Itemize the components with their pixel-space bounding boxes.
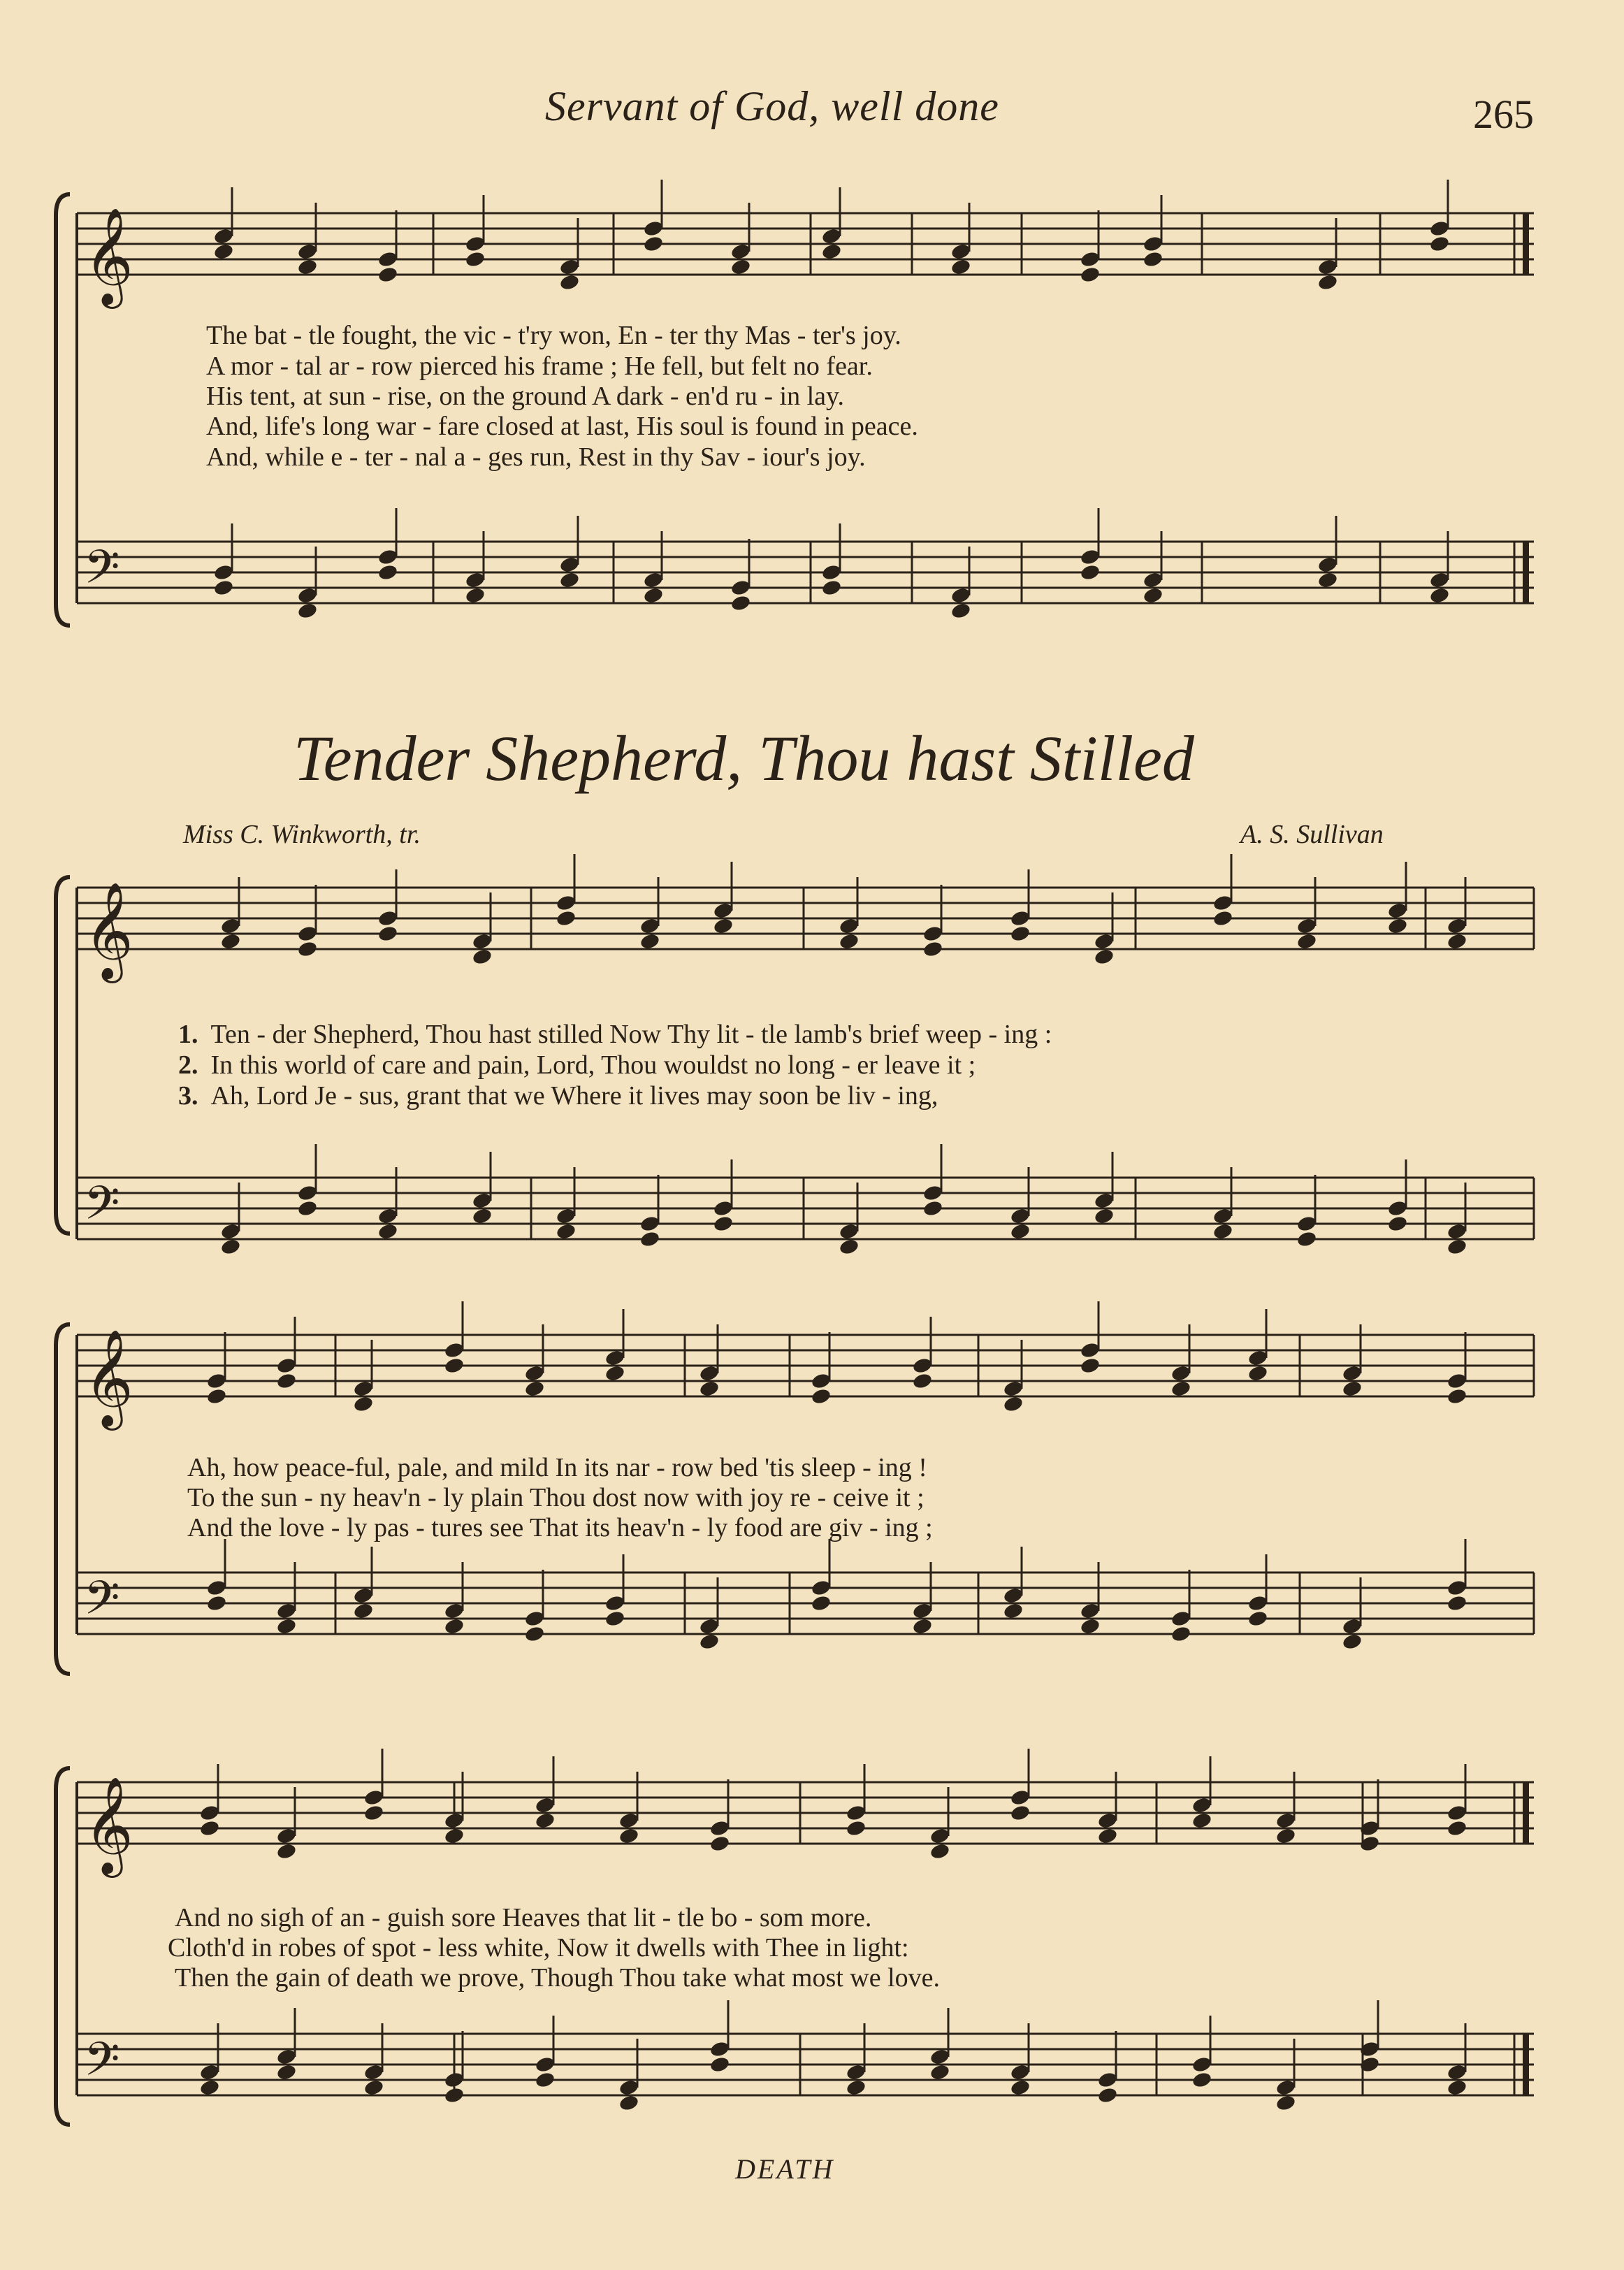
system-1-bass-notehead — [1080, 563, 1101, 581]
system-2-treble-clef-icon: 𝄞 — [84, 882, 133, 979]
system-4-bass-notehead — [618, 2094, 640, 2112]
top-lyric-line-4: And, life's long war - fare closed at last, His soul is found in peace. — [206, 412, 918, 441]
system-1-bass-notehead — [821, 579, 843, 597]
system-3-treble-notehead — [1342, 1380, 1363, 1398]
system-1-brace — [56, 194, 70, 626]
system-4-bass-notehead — [444, 2086, 465, 2104]
system-1-treble-notehead — [950, 258, 972, 276]
system-2-treble-notehead — [1387, 917, 1409, 935]
system-4-bass-notehead — [1191, 2071, 1213, 2089]
system-3-treble-notehead — [912, 1372, 934, 1390]
verse-number: 1. — [178, 1020, 198, 1049]
system-1-bass-notehead — [1317, 571, 1339, 589]
verse-line-1 — [178, 1019, 1052, 1050]
system-1-treble-notehead — [1429, 235, 1451, 253]
system-1-treble-notehead — [821, 243, 843, 261]
system-2-treble-notehead — [713, 917, 734, 935]
system-4-bass-clef-icon: 𝄢 — [84, 2032, 120, 2097]
system-2-bass-notehead — [839, 1238, 860, 1256]
system-3-treble-notehead — [206, 1387, 228, 1405]
system-3-bass-notehead — [206, 1594, 228, 1612]
system-3-bass-notehead — [1247, 1610, 1269, 1628]
system-2-bass-notehead — [1010, 1222, 1031, 1241]
top-lyric-line-1: The bat - tle fought, the vic - t'ry won, En - ter thy Mas - ter's joy. — [206, 321, 901, 350]
system-2-brace — [56, 877, 70, 1234]
system-1-treble-clef-icon: 𝄞 — [84, 208, 133, 305]
system-1-bass-notehead — [730, 594, 752, 612]
system2-lyric-line-2: To the sun - ny heav'n - ly plain Thou dost now with joy re - ceive it ; — [187, 1483, 925, 1512]
system-3-bass-notehead — [444, 1617, 465, 1635]
verse-text: Ten - der Shepherd, Thou hast stilled Now Thy lit - tle lamb's brief weep - ing : — [210, 1020, 1052, 1049]
system-4-bass-notehead — [1275, 2094, 1297, 2112]
system-2-treble-notehead — [1447, 932, 1468, 950]
system-2-treble-notehead — [556, 909, 577, 927]
system-4-bass-notehead — [199, 2079, 221, 2097]
hymn-title: Tender Shepherd, Thou hast Stilled — [293, 723, 1194, 794]
system-2-treble-notehead — [1212, 909, 1234, 927]
system-2-bass-notehead — [639, 1230, 661, 1248]
system-4-treble-notehead — [846, 1819, 867, 1837]
system-4-treble-notehead — [929, 1842, 951, 1860]
system-3-treble-notehead — [1170, 1380, 1192, 1398]
system-1-bass-notehead — [465, 586, 486, 605]
verse-line-3 — [178, 1080, 938, 1111]
system-1-bass-notehead — [1429, 586, 1451, 605]
system-4-bass-final-thick — [1523, 2034, 1529, 2095]
system-2-bass-notehead — [1387, 1215, 1409, 1233]
system-4-treble-notehead — [1275, 1827, 1297, 1845]
system-2-treble-notehead — [639, 932, 661, 950]
system-3-treble-notehead — [524, 1380, 546, 1398]
system-2-treble-notehead — [377, 925, 399, 943]
system-4-treble-final-thick — [1523, 1782, 1529, 1844]
system-3-bass-notehead — [353, 1602, 375, 1620]
system-4-treble-notehead — [535, 1812, 556, 1830]
top-lyric-line-2: A mor - tal ar - row pierced his frame ; He fell, but felt no fear. — [206, 352, 873, 381]
system-1-bass-notehead — [559, 571, 581, 589]
system-4-treble-notehead — [1097, 1827, 1119, 1845]
system2-lyric-line-3: And the love - ly pas - tures see That its heav'n - ly food are giv - ing ; — [187, 1513, 933, 1542]
top-lyric-line-3: His tent, at sun - rise, on the ground A dark - en'd ru - in lay. — [206, 382, 845, 411]
system-2-treble-notehead — [839, 932, 860, 950]
system-2-treble-notehead — [922, 940, 944, 958]
system-3-bass-notehead — [524, 1625, 546, 1643]
system-2-treble-notehead — [1296, 932, 1318, 950]
system-2-bass-notehead — [297, 1199, 319, 1217]
system-3-bass-clef-icon: 𝄢 — [84, 1571, 120, 1636]
system-4-bass-notehead — [929, 2063, 951, 2081]
system2-lyric-line-1: Ah, how peace-ful, pale, and mild In its nar - row bed 'tis sleep - ing ! — [187, 1453, 927, 1482]
system-2-bass-notehead — [1296, 1230, 1318, 1248]
system-2-bass-notehead — [472, 1207, 493, 1225]
system-2-bass-notehead — [713, 1215, 734, 1233]
system-3-treble-notehead — [699, 1380, 720, 1398]
verse-number: 2. — [178, 1050, 198, 1080]
system-2-bass-notehead — [377, 1222, 399, 1241]
system-2-bass-notehead — [1212, 1222, 1234, 1241]
system-3-bass-notehead — [912, 1617, 934, 1635]
system-3-treble-notehead — [444, 1357, 465, 1375]
system-3-treble-notehead — [811, 1387, 832, 1405]
verse-text: Ah, Lord Je - sus, grant that we Where it lives may soon be liv - ing, — [210, 1081, 938, 1111]
system-1-treble-notehead — [1143, 250, 1164, 268]
system-1-treble-notehead — [1080, 266, 1101, 284]
verse-number: 3. — [178, 1081, 198, 1111]
system-4-brace — [56, 1768, 70, 2125]
system-3-bass-notehead — [1003, 1602, 1024, 1620]
system-3-treble-notehead — [1247, 1364, 1269, 1382]
system-1-treble-final-thick — [1523, 213, 1529, 275]
translator-credit: Miss C. Winkworth, tr. — [183, 820, 421, 849]
system-4-bass-notehead — [363, 2079, 385, 2097]
system-1-bass-clef-icon: 𝄢 — [84, 540, 120, 605]
verse-text: In this world of care and pain, Lord, Thou wouldst no long - er leave it ; — [210, 1050, 976, 1080]
system3-lyric-line-3: Then the gain of death we prove, Though Thou take what most we love. — [175, 1963, 941, 1993]
system-3-bass-notehead — [604, 1610, 626, 1628]
composer-credit: A. S. Sullivan — [1240, 820, 1384, 849]
system-1-treble-notehead — [297, 258, 319, 276]
system-2-bass-clef-icon: 𝄢 — [84, 1176, 120, 1241]
system-1-bass-notehead — [643, 586, 665, 605]
system-4-bass-notehead — [276, 2063, 298, 2081]
system-3-bass-notehead — [276, 1617, 298, 1635]
system-1-treble-notehead — [643, 235, 665, 253]
system-4-bass-notehead — [1010, 2079, 1031, 2097]
system-2-treble-notehead — [1010, 925, 1031, 943]
system-3-bass-notehead — [1342, 1633, 1363, 1651]
topic-footer: DEATH — [735, 2153, 835, 2185]
system-4-treble-notehead — [276, 1842, 298, 1860]
system-3-brace — [56, 1324, 70, 1674]
running-title: Servant of God, well done — [545, 83, 999, 129]
system-3-treble-notehead — [1003, 1395, 1024, 1413]
system-4-bass-notehead — [1097, 2086, 1119, 2104]
system-1-treble-notehead — [1317, 273, 1339, 291]
system-1-treble-notehead — [213, 243, 235, 261]
system-2-bass-notehead — [1447, 1238, 1468, 1256]
system-4-treble-clef-icon: 𝄞 — [84, 1777, 133, 1874]
system-2-treble-notehead — [220, 932, 242, 950]
system-4-treble-notehead — [199, 1819, 221, 1837]
system-4-treble-notehead — [709, 1835, 731, 1853]
verse-line-2 — [178, 1050, 976, 1080]
system-2-treble-notehead — [1094, 948, 1115, 966]
system-1-treble-notehead — [465, 250, 486, 268]
system-3-treble-notehead — [1080, 1357, 1101, 1375]
system-3-bass-notehead — [811, 1594, 832, 1612]
system-4-bass-notehead — [846, 2079, 867, 2097]
system-4-bass-notehead — [535, 2071, 556, 2089]
system-2-bass-notehead — [556, 1222, 577, 1241]
system-2-bass-notehead — [1094, 1207, 1115, 1225]
system-3-treble-notehead — [604, 1364, 626, 1382]
system-2-bass-notehead — [922, 1199, 944, 1217]
system-4-treble-notehead — [1191, 1812, 1213, 1830]
system-1-bass-notehead — [213, 579, 235, 597]
system3-lyric-line-1: And no sigh of an - guish sore Heaves that lit - tle bo - som more. — [175, 1903, 872, 1932]
system-4-bass-notehead — [1447, 2079, 1468, 2097]
system-1-bass-final-thick — [1523, 542, 1529, 603]
system-4-treble-notehead — [1447, 1819, 1468, 1837]
system3-lyric-line-2: Cloth'd in robes of spot - less white, Now it dwells with Thee in light: — [168, 1933, 909, 1962]
system-1-bass-notehead — [297, 602, 319, 620]
system-3-treble-notehead — [353, 1395, 375, 1413]
system-1-treble-notehead — [559, 273, 581, 291]
system-3-bass-notehead — [1170, 1625, 1192, 1643]
page-number: 265 — [1473, 92, 1534, 137]
system-3-bass-notehead — [699, 1633, 720, 1651]
system-1-bass-notehead — [950, 602, 972, 620]
system-3-treble-clef-icon: 𝄞 — [84, 1329, 133, 1426]
system-3-treble-notehead — [1447, 1387, 1468, 1405]
system-2-treble-notehead — [472, 948, 493, 966]
system-4-bass-notehead — [709, 2055, 731, 2074]
system-1-bass-notehead — [377, 563, 399, 581]
system-1-bass-notehead — [1143, 586, 1164, 605]
system-2-treble-notehead — [297, 940, 319, 958]
system-2-bass-notehead — [220, 1238, 242, 1256]
system-3-treble-notehead — [276, 1372, 298, 1390]
system-3-bass-notehead — [1080, 1617, 1101, 1635]
system-4-treble-notehead — [444, 1827, 465, 1845]
system-4-treble-notehead — [1010, 1804, 1031, 1822]
system-1-treble-notehead — [730, 258, 752, 276]
system-1-treble-notehead — [377, 266, 399, 284]
system-4-treble-notehead — [363, 1804, 385, 1822]
system-4-treble-notehead — [618, 1827, 640, 1845]
system-3-bass-notehead — [1447, 1594, 1468, 1612]
top-lyric-line-5: And, while e - ter - nal a - ges run, Rest in thy Sav - iour's joy. — [206, 442, 866, 472]
